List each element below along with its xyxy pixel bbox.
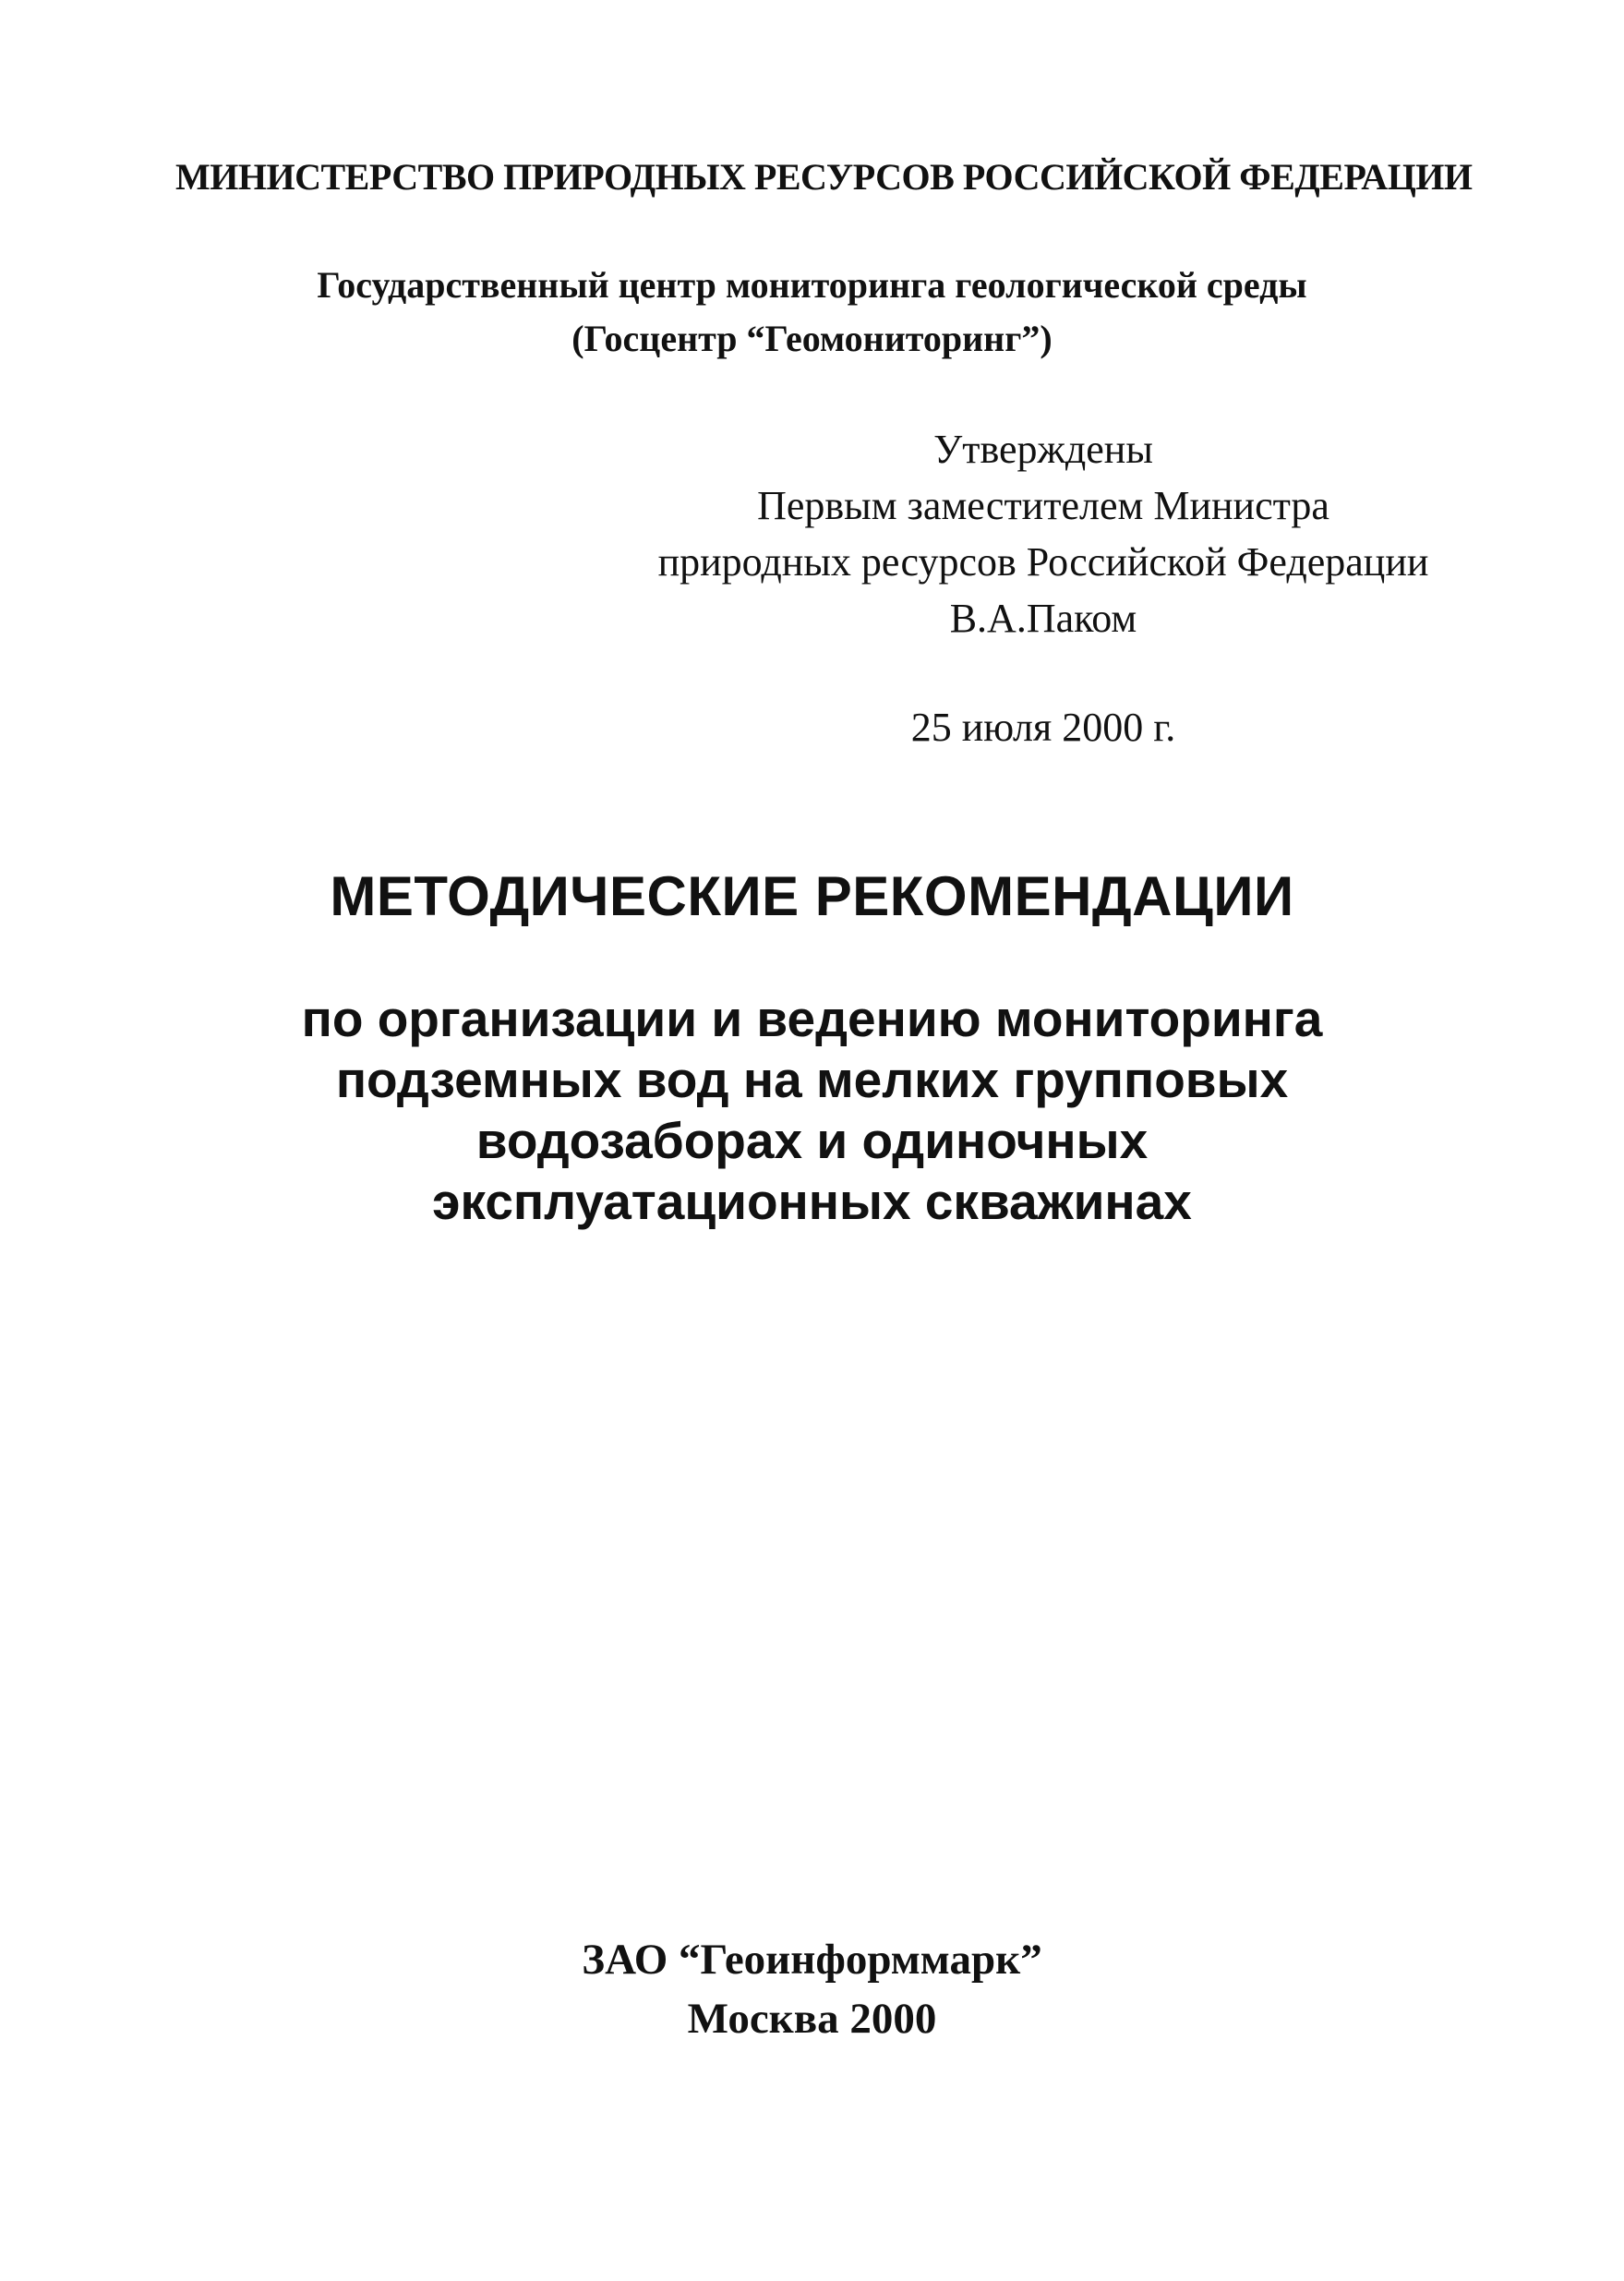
subtitle-line: по организации и ведению мониторинга — [301, 990, 1323, 1047]
publisher-block — [0, 1930, 1624, 2048]
ministry-heading: МИНИСТЕРСТВО ПРИРОДНЫХ РЕСУРСОВ РОССИЙСКОЙ ФЕДЕРАЦИИ — [175, 156, 1473, 198]
organization-name: Государственный центр мониторинга геологической среды — [317, 264, 1307, 306]
organization-short-name: (Госцентр “Геомониторинг”) — [571, 318, 1053, 359]
approval-position: Первым заместителем Министра — [757, 483, 1329, 528]
publisher-city-year: Москва 2000 — [687, 1995, 937, 2043]
approval-ministry: природных ресурсов Российской Федерации — [657, 539, 1429, 585]
document-title: МЕТОДИЧЕСКИЕ РЕКОМЕНДАЦИИ — [330, 865, 1294, 927]
publisher-name: ЗАО “Геоинформмарк” — [582, 1936, 1042, 1984]
organization-block — [0, 259, 1624, 366]
approval-date: 25 июля 2000 г. — [910, 705, 1176, 750]
document-subtitle — [0, 988, 1624, 1232]
subtitle-line: водозаборах и одиночных — [475, 1112, 1149, 1169]
approval-signatory: В.А.Паком — [949, 596, 1137, 641]
subtitle-line: подземных вод на мелких групповых — [335, 1051, 1289, 1108]
approval-status: Утверждены — [933, 427, 1153, 472]
subtitle-line: эксплуатационных скважинах — [432, 1173, 1192, 1230]
approval-block — [646, 421, 1440, 646]
